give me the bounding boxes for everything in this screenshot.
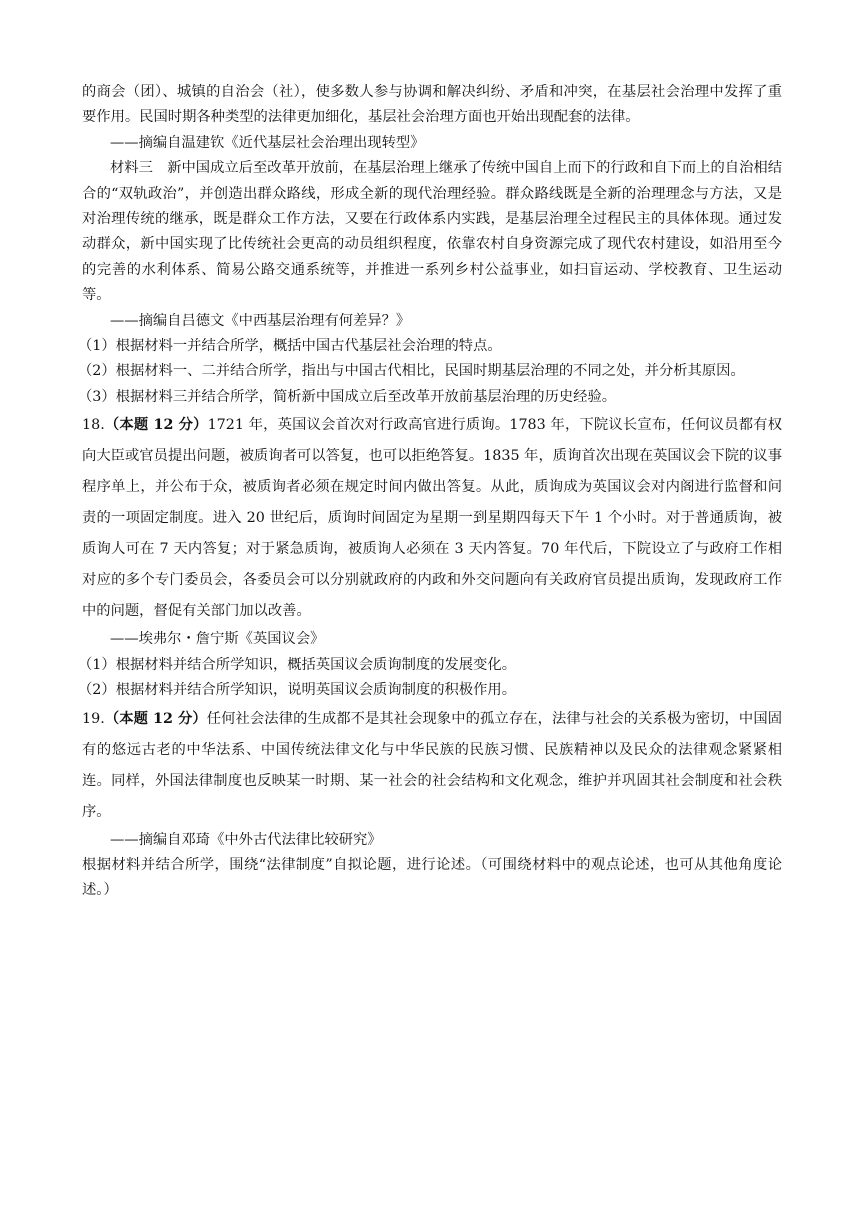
q19-number: 19.: [82, 710, 105, 727]
q18-number: 18.: [82, 417, 105, 434]
q18-score: （本题 12 分）: [104, 417, 208, 434]
document-page: [78, 80, 782, 904]
q18-text: 1721 年，英国议会首次对行政高官进行质询。1783 年，下院议长宣布，任何议员都有权向大臣或官员提出问题，被质询者可以答复，也可以拒绝答复。1835 年，质询首次出现在英国议会下院的议事程序单上，并公布于众，被质询者必须在规定时间内做出答复。从此，质询成为英国议会对内阁进行监督和问责的一项固定制度。进入 20 世纪后，质询时间固定为星期一到星期四每天下午 1 个小时。对于普通质询，被质询人可在 7 天内答复；对于紧急质询，被质询人必须在 3 天内答复。70 年代后，下院设立了与政府工作相对应的多个专门委员会，各委员会可以分别就政府的内政和外交问题向有关政府官员提出质询，发现政府工作中的问题，督促有关部门加以改善。: [82, 417, 782, 620]
q17-question-3: （3）根据材料三并结合所学，简析新中国成立后至改革开放前基层治理的历史经验。: [78, 388, 617, 405]
q19-paragraph: [82, 704, 782, 828]
material-two-tail: 的商会（团）、城镇的自治会（社），使多数人参与协调和解决纠纷、矛盾和冲突，在基层社会治理中发挥了重要作用。民国时期各种类型的法律更加细化，基层社会治理方面也开始出现配套的法律。: [82, 84, 782, 126]
q17-question-2: （2）根据材料一、二并结合所学，指出与中国古代相比，民国时期基层治理的不同之处，并分析其原因。: [78, 363, 745, 380]
q19-text: 任何社会法律的生成都不是其社会现象中的孤立存在，法律与社会的关系极为密切，中国固有的悠远古老的中华法系、中国传统法律文化与中华民族的民族习惯、民族精神以及民众的法律观念紧紧相连。同样，外国法律制度也反映某一时期、某一社会的社会结构和文化观念，维护并巩固其社会制度和社会秩序。: [82, 710, 782, 820]
q18-question-1: （1）根据材料并结合所学知识，概括英国议会质询制度的发展变化。: [78, 656, 516, 673]
q18-source: ——埃弗尔・詹宁斯《英国议会》: [110, 631, 325, 648]
material-three-text: 材料三 新中国成立后至改革开放前，在基层治理上继承了传统中国自上而下的行政和自下而上的自治相结合的“双轨政治”，并创造出群众路线，形成全新的现代治理经验。群众路线既是全新的治理理念与方法，又是对治理传统的继承，既是群众工作方法，又要在行政体系内实践，是基层治理全过程民主的具体体现。通过发动群众，新中国实现了比传统社会更高的动员组织程度，依靠农村自身资源完成了现代农村建设，如沿用至今的完善的水利体系、简易公路交通系统等，并推进一系列乡村公益事业，如扫盲运动、学校教育、卫生运动等。: [82, 160, 782, 304]
q19-source: ——摘编自邓琦《中外古代法律比较研究》: [110, 831, 382, 848]
q17-question-1: （1）根据材料一并结合所学，概括中国古代基层社会治理的特点。: [78, 338, 502, 355]
q18-paragraph: [82, 410, 782, 627]
material-two-source: ——摘编自温建钦《近代基层社会治理出现转型》: [110, 134, 425, 151]
material-three-source: ——摘编自吕德文《中西基层治理有何差异？》: [110, 312, 411, 329]
q19-task: 根据材料并结合所学，围绕“法律制度”自拟论题，进行论述。（可围绕材料中的观点论述，也可从其他角度论述。）: [82, 856, 782, 899]
q19-score: （本题 12 分）: [104, 710, 207, 727]
q18-question-2: （2）根据材料并结合所学知识，说明英国议会质询制度的积极作用。: [78, 682, 516, 699]
